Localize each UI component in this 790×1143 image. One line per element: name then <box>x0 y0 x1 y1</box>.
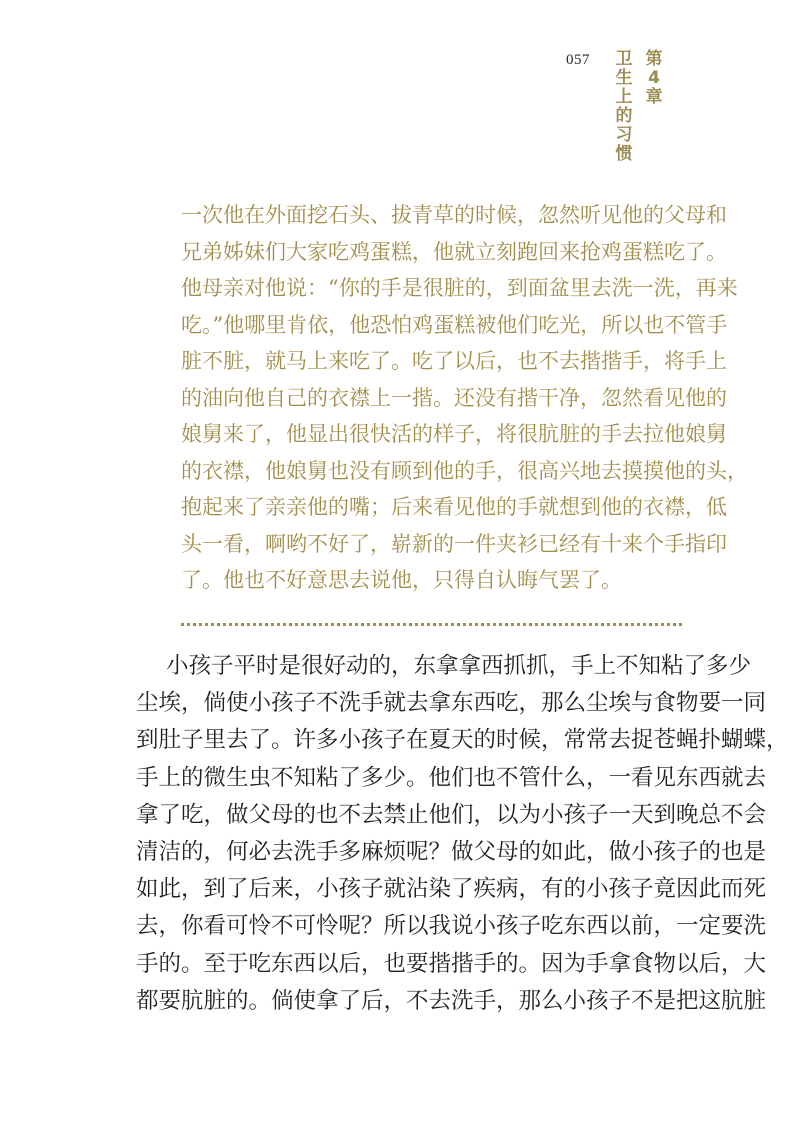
excerpt-line: 娘舅来了，他显出很快活的样子，将很肮脏的手去拉他娘舅 <box>181 422 727 446</box>
chapter-label-char: 第 <box>645 49 663 69</box>
excerpt-line: 的衣襟，他娘舅也没有顾到他的手，很高兴地去摸摸他的头， <box>181 458 748 483</box>
excerpt-line: 吃。”他哪里肯依，他恐怕鸡蛋糕被他们吃光，所以也不管手 <box>181 312 728 337</box>
chapter-title <box>614 50 634 164</box>
body-line: 到肚子里去了。许多小孩子在夏天的时候，常常去捉苍蝇扑蝴蝶， <box>136 727 789 754</box>
story-excerpt <box>181 197 748 599</box>
body-line: 手上的微生虫不知粘了多少。他们也不管什么，一看见东西就去 <box>136 764 767 791</box>
body-line: 都要肮脏的。倘使拿了后，不去洗手，那么小孩子不是把这肮脏 <box>136 987 767 1014</box>
chapter-label-char: 章 <box>645 87 663 107</box>
excerpt-line: 兄弟姊妹们大家吃鸡蛋糕，他就立刻跑回来抢鸡蛋糕吃了。 <box>181 239 727 264</box>
excerpt-line: 了。他也不好意思去说他，只得自认晦气罢了。 <box>181 568 622 592</box>
body-line: 手的。至于吃东西以后，也要揩揩手的。因为手拿食物以后，大 <box>136 950 767 977</box>
excerpt-line: 脏不脏，就马上来吃了。吃了以后，也不去揩揩手，将手上 <box>181 349 727 373</box>
body-line: 尘埃，倘使小孩子不洗手就去拿东西吃，那么尘埃与食物要一同 <box>136 690 767 717</box>
chapter-title-char: 习 <box>615 125 633 145</box>
body-line: 去，你看可怜不可怜呢？所以我说小孩子吃东西以前，一定要洗 <box>136 913 767 940</box>
chapter-title-char: 惯 <box>615 144 633 164</box>
body-line: 拿了吃，做父母的也不去禁止他们，以为小孩子一天到晚总不会 <box>136 801 767 828</box>
chapter-title-char: 的 <box>615 106 633 126</box>
body-paragraph <box>136 648 789 1020</box>
chapter-title-char: 生 <box>615 68 633 88</box>
body-line: 如此，到了后来，小孩子就沾染了疾病，有的小孩子竟因此而死 <box>136 876 767 903</box>
body-line: 清洁的，何必去洗手多麻烦呢？做父母的如此，做小孩子的也是 <box>136 839 767 866</box>
excerpt-line: 的油向他自己的衣襟上一揩。还没有揩干净，忽然看见他的 <box>181 385 727 410</box>
chapter-title-char: 卫 <box>615 49 633 69</box>
chapter-title-char: 上 <box>615 87 633 107</box>
excerpt-line: 他母亲对他说：“你的手是很脏的，到面盆里去洗一洗，再来 <box>181 276 738 300</box>
body-line: 小孩子平时是很好动的，东拿拿西抓抓，手上不知粘了多少 <box>166 653 752 679</box>
page-number: 057 <box>566 52 590 68</box>
chapter-label <box>644 50 664 107</box>
dotted-divider <box>181 623 682 626</box>
excerpt-line: 抱起来了亲亲他的嘴；后来看见他的手就想到他的衣襟，低 <box>181 495 727 519</box>
excerpt-line: 头一看，啊哟不好了，崭新的一件夹衫已经有十来个手指印 <box>181 531 727 556</box>
chapter-label-char: 4 <box>648 68 660 88</box>
excerpt-line: 一次他在外面挖石头、拔青草的时候，忽然听见他的父母和 <box>181 203 727 227</box>
